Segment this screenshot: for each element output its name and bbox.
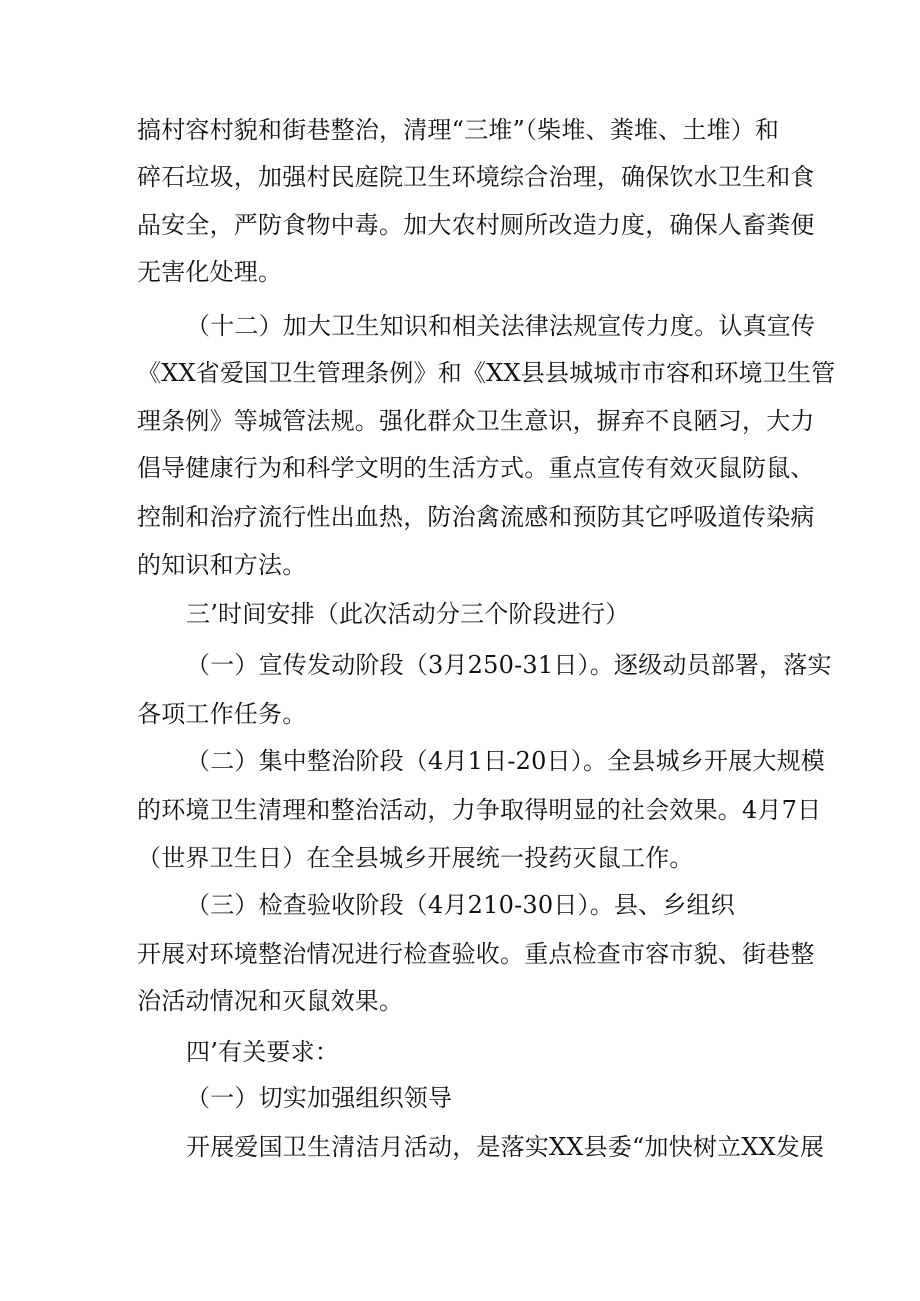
text-line: 的环境卫生清理和整治活动，力争取得明显的社会效果。4月7日 [137, 796, 822, 824]
text-line: 品安全，严防食物中毒。加大农村厕所改造力度，确保人畜粪便 [137, 211, 815, 239]
section-heading: 三’时间安排（此次活动分三个阶段进行） [186, 600, 630, 628]
text-line: 《XX省爱国卫生管理条例》和《XX县县城城市市容和环境卫生管 [137, 359, 836, 387]
subsection-heading: （一）切实加强组织领导 [186, 1084, 453, 1112]
text-line: 搞村容村貌和街巷整治，清理“三堆”（柴堆、粪堆、土堆）和 [137, 116, 780, 144]
text-line: 的知识和方法。 [137, 551, 307, 579]
text-line: （十二）加大卫生知识和相关法律法规宣传力度。认真宣传 [186, 312, 816, 340]
text-line: 倡导健康行为和科学文明的生活方式。重点宣传有效灭鼠防鼠、 [137, 454, 815, 482]
section-heading: 四’有关要求： [186, 1038, 340, 1066]
text-line: 各项工作任务。 [137, 700, 307, 728]
text-line: 碎石垃圾，加强村民庭院卫生环境综合治理，确保饮水卫生和食 [137, 163, 815, 191]
text-line: （世界卫生日）在全县城乡开展统一投药灭鼠工作。 [137, 844, 694, 872]
text-line: 理条例》等城管法规。强化群众卫生意识，摒弃不良陋习，大力 [137, 407, 815, 435]
text-line: （三）检查验收阶段（4月210-30日）。县、乡组织 [186, 891, 735, 919]
text-line: 无害化处理。 [137, 258, 283, 286]
text-line: 开展爱国卫生清洁月活动，是落实XX县委“加快树立XX发展 [186, 1133, 825, 1161]
text-line: （一）宣传发动阶段（3月250-31日）。逐级动员部署，落实 [186, 651, 832, 679]
text-line: 治活动情况和灭鼠效果。 [137, 987, 404, 1015]
text-line: 控制和治疗流行性出血热，防治禽流感和预防其它呼吸道传染病 [137, 503, 815, 531]
text-line: 开展对环境整治情况进行检查验收。重点检查市容市貌、街巷整 [137, 940, 815, 968]
text-line: （二）集中整治阶段（4月1日-20日）。全县城乡开展大规模 [186, 747, 825, 775]
